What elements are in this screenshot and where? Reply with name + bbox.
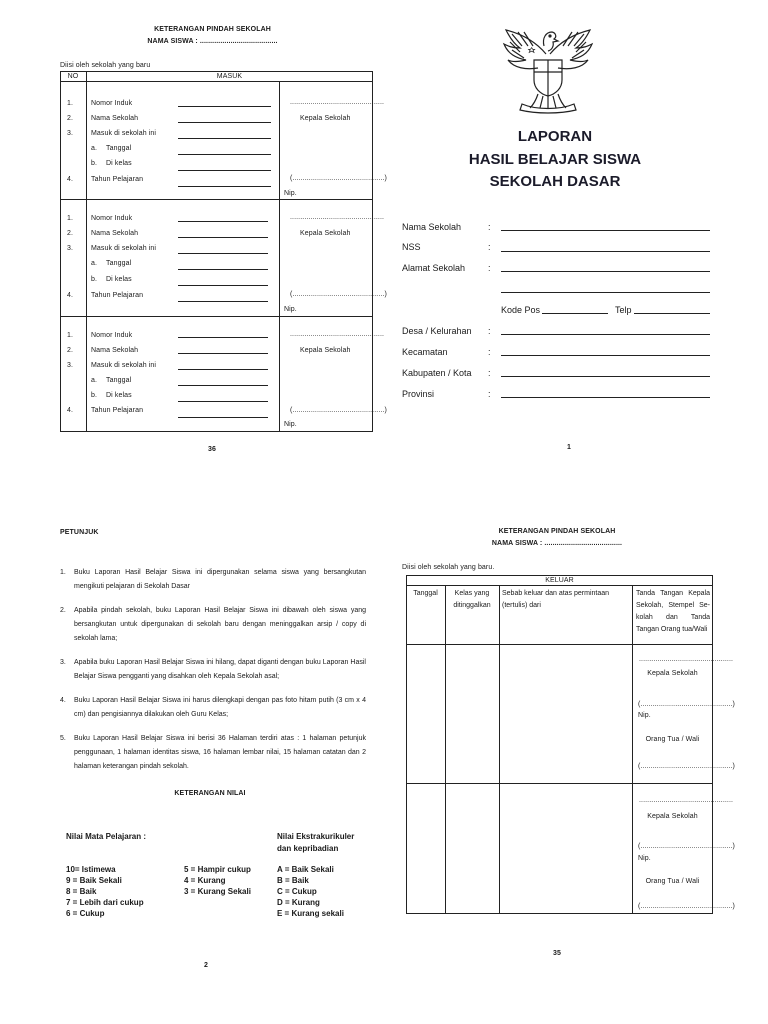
mapel-heading: Nilai Mata Pelajaran : [66,832,147,841]
ekstra-col: A = Baik Sekali B = Baik C = Cukup D = Kurang E = Kurang sekali [277,865,344,918]
field-provinsi[interactable] [501,397,710,398]
label-kabupaten: Kabupaten / Kota [402,368,472,378]
p35-student-name: NAMA SISWA : ...................................... [491,540,623,547]
p35-col-kelas: Kelas yang ditinggalkan [453,590,491,609]
field-telp[interactable] [634,313,710,314]
p2-page-number: 2 [204,962,208,969]
p35-col-sebab: Sebab keluar dan atas permintaan (tertulis) dari [502,590,610,609]
p36-page-number: 36 [208,446,216,453]
field-kecamatan[interactable] [501,355,710,356]
label-alamat: Alamat Sekolah [402,263,466,273]
p35-title: KETERANGAN PINDAH SEKOLAH [498,528,616,535]
instruction-item: 4. Buku Laporan Hasil Belajar Siswa ini harus dilengkapi dengan pas foto hitam putih (3 cm x 4 cm) dan pengisiannya dilakukan oleh Guru Kelas; [60,697,366,718]
label-nama-sekolah: Nama Sekolah [402,222,462,232]
p36-student-name: NAMA SISWA : ...................................... [147,38,278,45]
p36-filled-note: Diisi oleh sekolah yang baru [60,62,151,69]
p35-page-number: 35 [553,950,561,957]
cover-title-line2: HASIL BELAJAR SISWA [468,151,642,168]
p36-title: KETERANGAN PINDAH SEKOLAH [154,26,271,33]
p1-page-number: 1 [567,444,571,451]
label-telp: Telp [615,305,632,315]
p36-col-masuk: MASUK [216,73,243,80]
p35-col-tanggal: Tanggal [413,590,438,597]
p35-col-ttd: Tanda Tangan Kepala Sekolah, Stempel Se-kolah dan Tanda Tangan Orang tua/Wali [636,590,710,633]
p2-heading: PETUNJUK [60,529,99,536]
field-desa[interactable] [501,334,710,335]
ekstra-heading-2: dan kepribadian [277,844,339,853]
instruction-list [60,566,366,774]
field-alamat-1[interactable] [501,271,710,272]
field-kode-pos[interactable] [542,313,608,314]
garuda-emblem-icon [500,24,596,114]
p35-filled-note: Diisi oleh sekolah yang baru. [402,564,495,571]
cover-title-line1: LAPORAN [517,128,593,145]
field-alamat-2[interactable] [501,292,710,293]
label-nss: NSS [402,242,421,252]
field-kabupaten[interactable] [501,376,710,377]
instruction-item: 3. Apabila buku Laporan Hasil Belajar Siswa ini hilang, dapat diganti dengan buku Laporan Hasil Belajar Siswa pengganti yang disahkan oleh Kepala Sekolah asal; [60,659,366,680]
instruction-item: 1. Buku Laporan Hasil Belajar Siswa ini dipergunakan selama siswa yang bersangkutan mengikuti pelajaran di Sekolah Dasar [60,569,366,590]
ekstra-heading-1: Nilai Ekstrakurikuler [277,832,355,841]
label-provinsi: Provinsi [402,389,435,399]
label-desa: Desa / Kelurahan [402,326,472,336]
p35-col-keluar: KELUAR [545,577,574,584]
label-kecamatan: Kecamatan [402,347,448,357]
instruction-item: 2. Apabila pindah sekolah, buku Laporan Hasil Belajar Siswa ini dibawah oleh siswa yang bersangkutan untuk dipergunakan di sekolah baru dengan meninggalkan arsip / copy di sekolah lama; [60,607,366,642]
instruction-item: 5. Buku Laporan Hasil Belajar Siswa ini berisi 36 Halaman terdiri atas : 1 halaman petunjuk penggunaan, 1 halaman identitas siswa, 16 halaman lembar nilai, 15 halaman catatan dan 2 halaman keterangan pindah sekolah. [60,735,366,770]
field-nama-sekolah[interactable] [501,230,710,231]
p36-col-no: NO [67,73,79,80]
nilai-heading: KETERANGAN NILAI [174,790,246,797]
cover-title-line3: SEKOLAH DASAR [489,173,621,190]
mapel-col1: 10= Istimewa 9 = Baik Sekali 8 = Baik 7 = Lebih dari cukup 6 = Cukup [66,865,144,918]
field-nss[interactable] [501,251,710,252]
label-kode-pos: Kode Pos [501,305,541,315]
mapel-col2: 5 = Hampir cukup 4 = Kurang 3 = Kurang Sekali [184,865,251,896]
